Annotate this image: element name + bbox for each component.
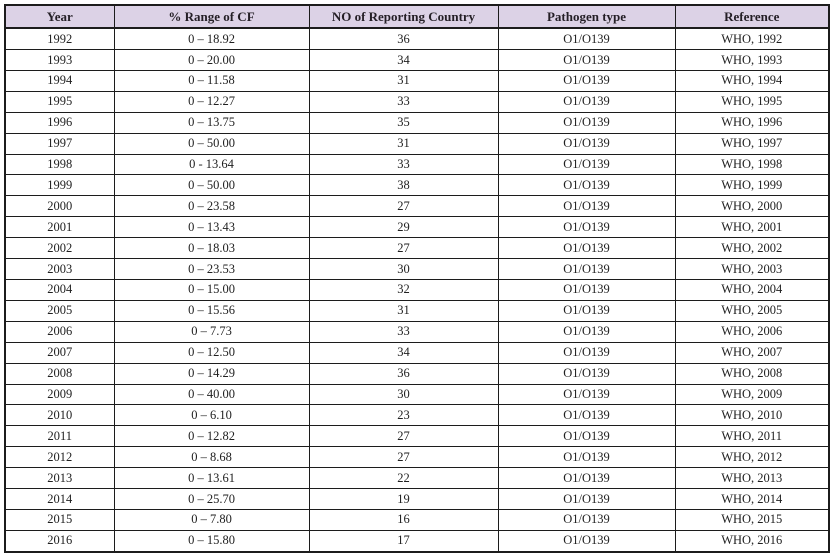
cell-reporting-country: 31 [309,300,498,321]
cell-reporting-country: 34 [309,342,498,363]
cell-year: 1994 [5,70,114,91]
cell-cf-range: 0 – 20.00 [114,50,309,71]
cell-reference: WHO, 2016 [675,530,829,552]
cell-year: 2001 [5,217,114,238]
cell-pathogen-type: O1/O139 [498,426,675,447]
cell-year: 2009 [5,384,114,405]
cell-cf-range: 0 – 18.03 [114,238,309,259]
cell-pathogen-type: O1/O139 [498,530,675,552]
table-row [5,426,829,447]
cell-cf-range: 0 – 8.68 [114,447,309,468]
cell-reporting-country: 17 [309,530,498,552]
cell-reporting-country: 23 [309,405,498,426]
cell-reference: WHO, 2008 [675,363,829,384]
table-head [5,5,829,28]
table-row [5,175,829,196]
cell-year: 2003 [5,259,114,280]
table-row [5,217,829,238]
cell-year: 2008 [5,363,114,384]
table-row [5,447,829,468]
page [0,4,831,556]
cell-year: 2016 [5,530,114,552]
cell-pathogen-type: O1/O139 [498,70,675,91]
cell-year: 2004 [5,280,114,301]
cell-reference: WHO, 2015 [675,509,829,530]
cell-cf-range: 0 – 15.56 [114,300,309,321]
table-row [5,530,829,552]
cell-reporting-country: 19 [309,489,498,510]
cell-year: 1993 [5,50,114,71]
cell-pathogen-type: O1/O139 [498,50,675,71]
table-row [5,509,829,530]
cell-pathogen-type: O1/O139 [498,196,675,217]
cell-cf-range: 0 – 15.80 [114,530,309,552]
cell-reference: WHO, 2012 [675,447,829,468]
table-row [5,468,829,489]
cell-reference: WHO, 2005 [675,300,829,321]
cell-pathogen-type: O1/O139 [498,154,675,175]
table-row [5,196,829,217]
table-row [5,238,829,259]
cell-pathogen-type: O1/O139 [498,447,675,468]
cell-pathogen-type: O1/O139 [498,300,675,321]
column-header-reference: Reference [675,5,829,28]
cell-reporting-country: 31 [309,133,498,154]
cell-reporting-country: 33 [309,154,498,175]
cell-reference: WHO, 2010 [675,405,829,426]
cell-reference: WHO, 1998 [675,154,829,175]
cell-cf-range: 0 – 15.00 [114,280,309,301]
cell-year: 1997 [5,133,114,154]
cell-reference: WHO, 2014 [675,489,829,510]
cell-reporting-country: 31 [309,70,498,91]
cell-cf-range: 0 – 50.00 [114,133,309,154]
cell-year: 1998 [5,154,114,175]
cell-pathogen-type: O1/O139 [498,91,675,112]
cell-year: 1996 [5,112,114,133]
table-row [5,280,829,301]
cell-cf-range: 0 – 14.29 [114,363,309,384]
cell-pathogen-type: O1/O139 [498,112,675,133]
cell-pathogen-type: O1/O139 [498,363,675,384]
cell-pathogen-type: O1/O139 [498,468,675,489]
column-header-cf-range: % Range of CF [114,5,309,28]
cell-reference: WHO, 2007 [675,342,829,363]
cell-cf-range: 0 – 40.00 [114,384,309,405]
cell-reporting-country: 33 [309,321,498,342]
table-row [5,363,829,384]
column-header-pathogen-type: Pathogen type [498,5,675,28]
cell-cf-range: 0 – 50.00 [114,175,309,196]
cell-reference: WHO, 2002 [675,238,829,259]
cell-pathogen-type: O1/O139 [498,509,675,530]
table-row [5,133,829,154]
table-row [5,384,829,405]
table-row [5,50,829,71]
cell-cf-range: 0 – 18.92 [114,28,309,50]
cell-cf-range: 0 – 6.10 [114,405,309,426]
table-row [5,489,829,510]
cell-cf-range: 0 – 12.82 [114,426,309,447]
cell-reporting-country: 27 [309,238,498,259]
cell-year: 2011 [5,426,114,447]
cell-reference: WHO, 2000 [675,196,829,217]
cell-reporting-country: 38 [309,175,498,196]
cell-reference: WHO, 2011 [675,426,829,447]
cell-reporting-country: 27 [309,196,498,217]
table-row [5,70,829,91]
cell-reference: WHO, 2006 [675,321,829,342]
cell-cf-range: 0 - 13.64 [114,154,309,175]
cell-reference: WHO, 1996 [675,112,829,133]
cell-reporting-country: 16 [309,509,498,530]
cell-reference: WHO, 1993 [675,50,829,71]
table-row [5,112,829,133]
cell-cf-range: 0 – 13.61 [114,468,309,489]
cell-year: 2015 [5,509,114,530]
cell-reporting-country: 35 [309,112,498,133]
cell-pathogen-type: O1/O139 [498,259,675,280]
cell-cf-range: 0 – 7.73 [114,321,309,342]
cell-reporting-country: 27 [309,426,498,447]
cell-pathogen-type: O1/O139 [498,405,675,426]
cell-year: 2006 [5,321,114,342]
cell-reporting-country: 34 [309,50,498,71]
cell-cf-range: 0 – 12.50 [114,342,309,363]
table-row [5,300,829,321]
cell-year: 1995 [5,91,114,112]
cell-year: 1999 [5,175,114,196]
cell-year: 1992 [5,28,114,50]
cell-reporting-country: 27 [309,447,498,468]
cell-cf-range: 0 – 7.80 [114,509,309,530]
cell-pathogen-type: O1/O139 [498,342,675,363]
table-row [5,405,829,426]
cell-pathogen-type: O1/O139 [498,238,675,259]
cell-year: 2007 [5,342,114,363]
cell-reporting-country: 30 [309,384,498,405]
cell-pathogen-type: O1/O139 [498,321,675,342]
cell-pathogen-type: O1/O139 [498,28,675,50]
table-body [5,28,829,552]
table-row [5,154,829,175]
table-row [5,259,829,280]
cell-reference: WHO, 1997 [675,133,829,154]
cell-reference: WHO, 2003 [675,259,829,280]
cell-year: 2012 [5,447,114,468]
cell-reporting-country: 36 [309,363,498,384]
cholera-table [4,4,830,553]
cell-reference: WHO, 2013 [675,468,829,489]
cell-year: 2002 [5,238,114,259]
cell-cf-range: 0 – 13.75 [114,112,309,133]
cell-reporting-country: 36 [309,28,498,50]
table-row [5,342,829,363]
cell-year: 2013 [5,468,114,489]
cell-reference: WHO, 1999 [675,175,829,196]
table-row [5,91,829,112]
cell-reporting-country: 33 [309,91,498,112]
cell-reference: WHO, 2004 [675,280,829,301]
cell-pathogen-type: O1/O139 [498,384,675,405]
cell-year: 2000 [5,196,114,217]
cell-reference: WHO, 1995 [675,91,829,112]
cell-cf-range: 0 – 11.58 [114,70,309,91]
cell-pathogen-type: O1/O139 [498,175,675,196]
cell-pathogen-type: O1/O139 [498,489,675,510]
cell-cf-range: 0 – 12.27 [114,91,309,112]
cell-year: 2010 [5,405,114,426]
table-row [5,321,829,342]
cell-cf-range: 0 – 23.53 [114,259,309,280]
cell-cf-range: 0 – 23.58 [114,196,309,217]
column-header-year: Year [5,5,114,28]
cell-pathogen-type: O1/O139 [498,217,675,238]
header-row [5,5,829,28]
cell-cf-range: 0 – 25.70 [114,489,309,510]
cell-reporting-country: 22 [309,468,498,489]
cell-reporting-country: 30 [309,259,498,280]
cell-year: 2014 [5,489,114,510]
cell-cf-range: 0 – 13.43 [114,217,309,238]
cell-reference: WHO, 2001 [675,217,829,238]
cell-reporting-country: 29 [309,217,498,238]
table-row [5,28,829,50]
column-header-reporting-country: NO of Reporting Country [309,5,498,28]
cell-reference: WHO, 1992 [675,28,829,50]
cell-reporting-country: 32 [309,280,498,301]
cell-pathogen-type: O1/O139 [498,280,675,301]
cell-reference: WHO, 2009 [675,384,829,405]
cell-year: 2005 [5,300,114,321]
cell-pathogen-type: O1/O139 [498,133,675,154]
cell-reference: WHO, 1994 [675,70,829,91]
